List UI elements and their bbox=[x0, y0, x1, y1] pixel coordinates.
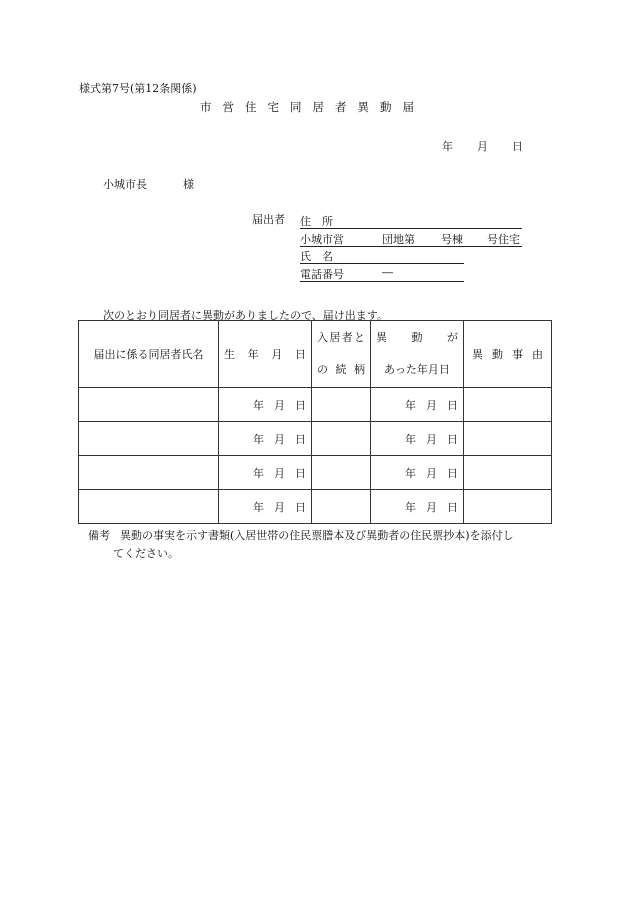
address-field[interactable] bbox=[300, 211, 522, 229]
resident-name-cell[interactable] bbox=[79, 388, 219, 422]
change-reason-cell[interactable] bbox=[464, 456, 552, 490]
phone-field[interactable] bbox=[300, 264, 464, 282]
birthdate-cell[interactable]: 年 月 日 bbox=[219, 490, 312, 524]
table-header-row bbox=[79, 321, 552, 388]
form-number: 様式第7号(第12条関係) bbox=[79, 82, 197, 95]
change-date-cell[interactable]: 年 月 日 bbox=[371, 388, 464, 422]
complex-label: 団地第 bbox=[382, 233, 415, 246]
birthdate-cell[interactable]: 年 月 日 bbox=[219, 456, 312, 490]
address-label: 住 所 bbox=[300, 215, 333, 228]
header-change-reason: 異 動 事 由 bbox=[464, 321, 552, 388]
phone-dash: ― bbox=[382, 266, 393, 279]
unit-label: 号住宅 bbox=[487, 233, 520, 246]
addressee-honorific: 様 bbox=[183, 178, 194, 191]
birthdate-cell[interactable]: 年 月 日 bbox=[219, 422, 312, 456]
resident-name-cell[interactable] bbox=[79, 490, 219, 524]
table-row bbox=[79, 422, 552, 456]
day-label: 日 bbox=[512, 140, 523, 153]
building-label: 号棟 bbox=[441, 233, 463, 246]
addressee bbox=[103, 176, 194, 192]
remarks bbox=[88, 527, 514, 543]
header-relationship: 入 居 者 と の 続 柄 bbox=[312, 321, 371, 388]
city-housing-label: 小城市営 bbox=[300, 233, 344, 246]
remarks-label: 備考 bbox=[88, 529, 110, 542]
table-row bbox=[79, 490, 552, 524]
submission-date bbox=[442, 138, 523, 154]
resident-name-cell[interactable] bbox=[79, 422, 219, 456]
name-field[interactable] bbox=[300, 246, 464, 264]
header-resident-name: 届出に係る同居者氏名 bbox=[79, 321, 219, 388]
relationship-cell[interactable] bbox=[312, 490, 371, 524]
change-reason-cell[interactable] bbox=[464, 388, 552, 422]
table-row bbox=[79, 388, 552, 422]
birthdate-cell[interactable]: 年 月 日 bbox=[219, 388, 312, 422]
change-date-cell[interactable]: 年 月 日 bbox=[371, 490, 464, 524]
change-date-cell[interactable]: 年 月 日 bbox=[371, 422, 464, 456]
relationship-cell[interactable] bbox=[312, 422, 371, 456]
change-table bbox=[78, 320, 552, 524]
change-reason-cell[interactable] bbox=[464, 422, 552, 456]
table-row bbox=[79, 456, 552, 490]
addressee-name: 小城市長 bbox=[103, 178, 147, 191]
relationship-cell[interactable] bbox=[312, 456, 371, 490]
relationship-cell[interactable] bbox=[312, 388, 371, 422]
intro-text: 次のとおり同居者に異動がありましたので、届け出ます。 bbox=[103, 309, 388, 322]
header-birthdate: 生 年 月 日 bbox=[219, 321, 312, 388]
remarks-line2: てください。 bbox=[113, 547, 179, 560]
header-change-date: 異 動 が あった年月日 bbox=[371, 321, 464, 388]
month-label: 月 bbox=[477, 140, 488, 153]
change-reason-cell[interactable] bbox=[464, 490, 552, 524]
page-title: 市営住宅同居者異動届 bbox=[200, 100, 425, 114]
change-date-cell[interactable]: 年 月 日 bbox=[371, 456, 464, 490]
housing-unit-field[interactable] bbox=[300, 229, 522, 247]
applicant-label: 届出者 bbox=[252, 213, 285, 226]
phone-label: 電話番号 bbox=[300, 268, 344, 281]
remarks-line1: 異動の事実を示す書類(入居世帯の住民票謄本及び異動者の住民票抄本)を添付し bbox=[120, 529, 514, 542]
name-label: 氏 名 bbox=[300, 250, 333, 263]
resident-name-cell[interactable] bbox=[79, 456, 219, 490]
year-label: 年 bbox=[442, 140, 453, 153]
